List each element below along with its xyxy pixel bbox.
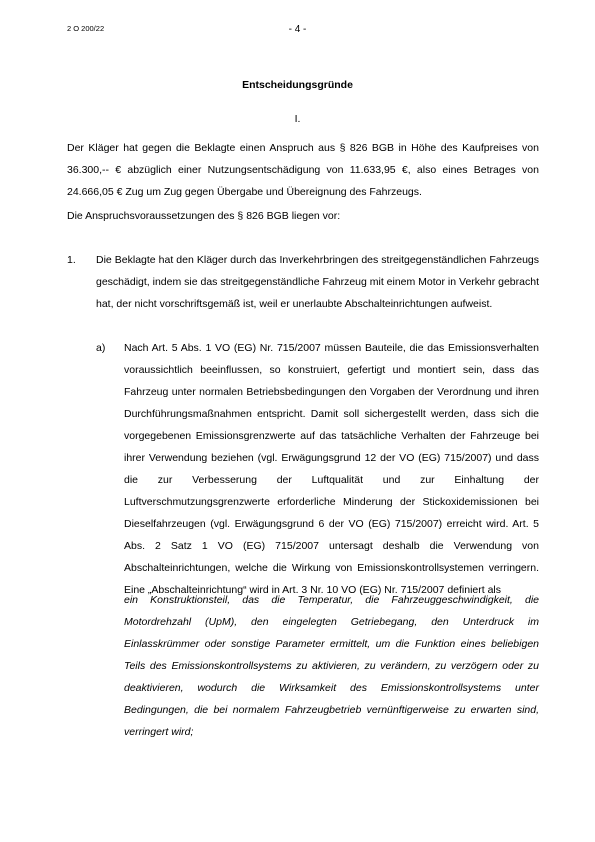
item-text: Die Beklagte hat den Kläger durch das Inverkehrbringen des streitgegenständlichen Fahrzeugs geschädigt, indem sie das streitgegenständliche Fahrzeug mit einem Motor in Verkehr gebracht hat, der nicht vorschriftsgemäß ist, weil er unerlaubte Abschalteinrichtungen aufweist. (96, 254, 539, 310)
subitem-text: Nach Art. 5 Abs. 1 VO (EG) Nr. 715/2007 müssen Bauteile, die das Emissionsverhalten voraussichtlich beeinflussen, so konstruiert, gefertigt und montiert sein, dass das Fahrzeug unter normalen Betriebsbedingungen den Vorgaben der Verordnung und ihren Durchführungsmaßnahmen entspricht. Damit soll sichergestellt werden, dass sich die vorgegebenen Emissionsgrenzwerte auf das tatsächliche Verhalten der Fahrzeuge bei ihrer Verwendung beziehen (vgl. Erwägungsgrund 12 der VO (EG) 715/2007) und dass die zur Verbesserung der Luftqualität und zur Einhaltung der Luftverschmutzungsgrenzwerte erforderliche Minderung der Stickoxidemissionen bei Dieselfahrzeugen (vgl. Erwägungsgrund 6 der VO (EG) 715/2007) erreicht wird. Art. 5 Abs. 2 Satz 1 VO (EG) 715/2007 untersagt deshalb die Verwendung von Abschalteinrichtungen, welche die Wirkung von Emissionskontrollsystemen verringern. Eine „Abschalteinrichtung“ wird in Art. 3 Nr. 10 VO (EG) Nr. 715/2007 definiert als (124, 342, 539, 596)
subitem-label: a) (96, 342, 106, 354)
case-reference: 2 O 200/22 (67, 24, 105, 33)
item-number: 1. (67, 254, 76, 266)
claim-paragraph: Der Kläger hat gegen die Beklagte einen Anspruch aus § 826 BGB in Höhe des Kaufpreises von 36.300,-- € abzüglich einer Nutzungsentschädigung von 11.633,95 €, also eines Betrages von 24.666,05 € Zug um Zug gegen Übergabe und Übereignung des Fahrzeugs. (67, 142, 539, 198)
definition-quote: ein Konstruktionsteil, das die Temperatur, die Fahrzeuggeschwindigkeit, die Motordrehzahl (UpM), den eingelegten Getriebegang, den Unterdruck im Einlasskrümmer oder sonstige Parameter ermittelt, um die Funktion eines beliebigen Teils des Emissionskontrollsystems zu aktivieren, zu verändern, zu verzögern oder zu deaktivieren, wodurch die Wirksamkeit des Emissionskontrollsystems unter Bedingungen, die bei normalem Fahrzeugbetrieb vernünftigerweise zu erwarten sind, verringert wird; (124, 594, 539, 738)
page-number: - 4 - (288, 24, 307, 35)
requirements-paragraph: Die Anspruchsvoraussetzungen des § 826 BGB liegen vor: (67, 210, 341, 222)
section-numeral: I. (294, 113, 301, 125)
section-heading: Entscheidungsgründe (242, 79, 353, 91)
